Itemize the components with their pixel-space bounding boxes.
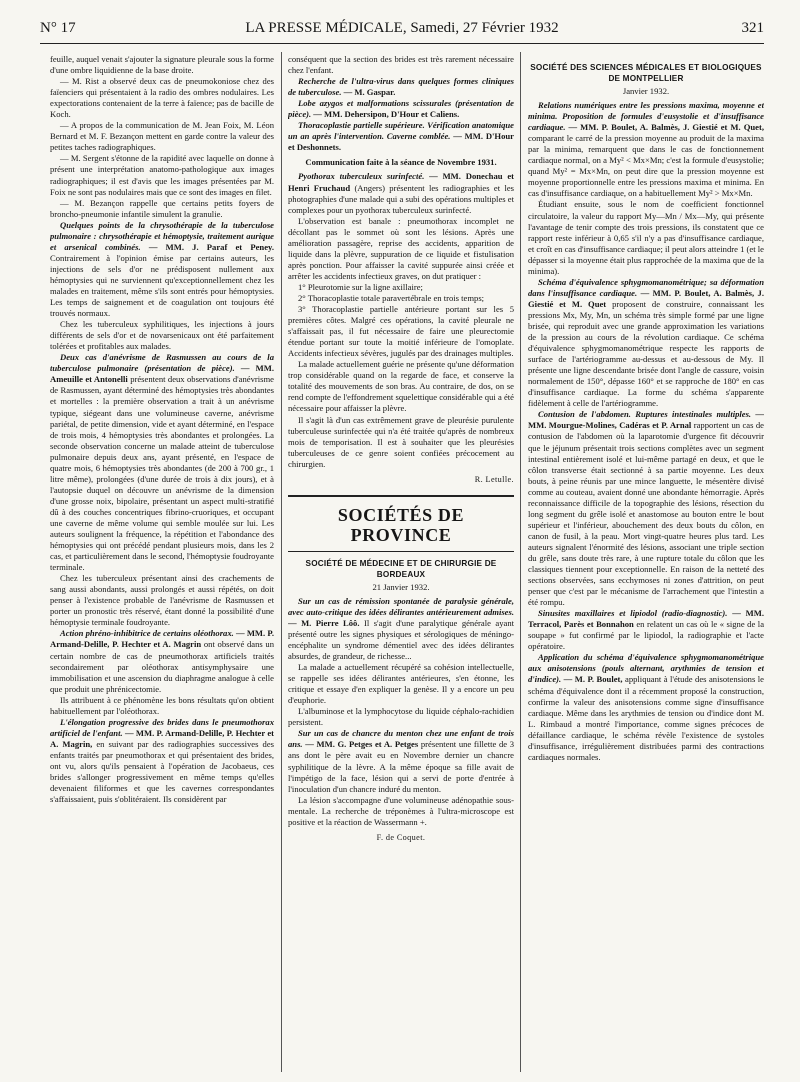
article-title: Action phréno-inhibitrice de certains oléothorax. xyxy=(60,628,234,639)
article-text: (Angers) présentent les radiographies et les photographies d'une malade qui a subi des opérations multiples et complexes pour un pyothorax tuberculeux surinfecté. xyxy=(288,182,514,215)
paragraph: Étudiant ensuite, sous le nom de coefficient fonctionnel circulatoire, la valeur du rapport My—Mn / Mx—My, qui présente l'avantage de tenir compte des trois pressions, ils constatent que ce rapport reste inférieur à 0,65 s'il n'y a pas d'insuffisance cardiaque, et croît en cas d'insuffisance cardiaque; il peut alors atteindre 1 (et le dépasser si la moyenne était plus rapprochée de la maxima que de la minima). xyxy=(528,199,764,276)
section-banner: SOCIÉTÉS DE PROVINCE xyxy=(288,495,514,552)
article-text: rapportent un cas de contusion de l'abdomen où la laparotomie d'urgence fit découvrir que le jéjunum présentait trois sections complètes avec un segment intestinal entièrement isolé et lui-même partagé en deux, et que le côlon transverse était sectionné à sa partie moyenne. Les deux bouts, à peine réunis par une mince languette, le mésentère divisé comme au couteau, avaient donné une abondante hémorragie. Après reconnaissance difficile de la topographie des lésions, résection du long segment du grêle isolé et anastomose au bouton entre le bout supérieur et l'inférieur, abouchement des deux bouts du côlon, en canon de fusil, à la peau. Mort vingt-quatre heures plus tard. Les auteurs signalent l'énormité des lésions, associant une triple section du grêle, sans doute très rare, à une rupture totale du côlon que les classiques tiennent pour exceptionnelle. En raison de la netteté des sections observées, sans ecchymoses ni zones d'attrition, on peut penser que c'est par le mécanisme de l'arrachement que l'intestin a été rompu. xyxy=(528,420,764,608)
paragraph: La lésion s'accompagne d'une volumineuse adénopathie sous-mentale. La recherche de tréponèmes à l'ultra-microscope est positive et la réaction de Wassermann +. xyxy=(288,794,514,827)
paragraph: Chez les tuberculeux syphilitiques, les injections à jours différents de sels d'or et de novarsenicaux ont été parfaitement tolérées et profitables aux malades. xyxy=(50,319,274,352)
article-title: Application du schéma d'équivalence sphygmomanométrique aux anisotensions (pouls alternant, arythmies de tension et d'indice). xyxy=(528,652,764,685)
paragraph: feuille, auquel venait s'ajouter la signature pleurale sous la forme d'une ombre liquidienne de la base droite. xyxy=(50,54,274,76)
article-authors: — MM. Donechau et Henri Fruchaud xyxy=(288,171,514,193)
article xyxy=(288,728,514,794)
article-text: comparant le carré de la pression moyenne au produit de la maxima par la minima, remarquent que dans le cas de fonctionnement cardiaque normal, on a My² < Mx×Mn; c'est la formule d'eusystolie; quand My² = Mx×Mn, on peut dire que la pression moyenne est moyenne proportionnelle entre les pressions maxima et minima. En cas d'insuffisance cardiaque, on a habituellement My² > Mx×Mn. xyxy=(528,133,764,199)
society-heading: SOCIÉTÉ DES SCIENCES MÉDICALES ET BIOLOGIQUES DE MONTPELLIER xyxy=(530,63,762,83)
paragraph: Ils attribuent à ce phénomène les bons résultats qu'on obtient habituellement par l'oléothorax. xyxy=(50,694,274,716)
list-item: 2° Thoracoplastie totale paravertébrale en trois temps; xyxy=(298,292,485,303)
page-header xyxy=(40,20,764,40)
article-title: Contusion de l'abdomen. Ruptures intestinales multiples. xyxy=(538,409,752,420)
article xyxy=(288,76,514,98)
column-divider xyxy=(281,52,282,1072)
article-title: Sinusites maxillaires et lipiodol (radio-diagnostic). xyxy=(538,608,728,619)
session-date: Janvier 1932. xyxy=(622,86,670,96)
article xyxy=(288,171,514,215)
article-authors: — MM. P. Boulet, A. Balmès, J. Giestié et M. Quet xyxy=(528,287,764,309)
page-number: 321 xyxy=(741,20,764,36)
article-title: Sur un cas de chancre du menton chez une enfant de trois ans. xyxy=(288,728,514,750)
signature: F. de Coquet. xyxy=(376,832,426,842)
article-authors: — M. Pierre Lôô. xyxy=(288,617,360,628)
article-title: Relations numériques entre les pressions maxima, moyenne et minima. Proposition de formules d'eusystolie et d'insuffisance cardiaque. xyxy=(528,100,764,133)
article-title: Thoracoplastie partielle supérieure. Vérification anatomique un an après l'intervention. Caverne comblée. xyxy=(288,120,514,142)
journal-title: LA PRESSE MÉDICALE, Samedi, 27 Février 1932 xyxy=(245,20,559,36)
article-text: Contrairement à l'opinion émise par certains auteurs, les injections de sels d'or ne prédisposent nullement aux hémoptysies qui ne surviennent qu'exceptionnellement chez les malades en traitement, même s'ils sont entrés pour hémoptysies. Les temps de saignement et de coagulation ont toujours été trouvés normaux. xyxy=(50,252,274,319)
paragraph: — M. Bezançon rappelle que certains petits foyers de broncho-pneumonie infantile simulent la granulie. xyxy=(50,197,274,219)
article xyxy=(50,352,274,573)
article-authors: — MM. P. Boulet, A. Balmès, J. Giestié et M. Quet, xyxy=(568,122,764,133)
paragraph: La malade a actuellement récupéré sa cohésion intellectuelle, se rappelle ses idées délirantes antérieures, s'en étonne, les critique et essaye d'en expliquer la genèse. Il y a encore un peu d'euphorie. xyxy=(288,662,514,706)
article-title: Lobe azygos et malformations scissurales (présentation de pièce). xyxy=(288,98,514,120)
article-title: L'élongation progressive des brides dans le pneumothorax artificiel de l'enfant. xyxy=(50,716,274,738)
article-text: Il s'agit d'une paralytique générale ayant présenté outre les signes physiques et sérologiques de méningo-encéphalite un syndrome démentiel avec des idées délirantes absurdes, de grandeur, de richesse... xyxy=(288,617,514,662)
article-authors: — M. Gaspar. xyxy=(343,87,396,98)
article-authors: — MM. P. Armand-Delille, P. Hechter et A. Magrin xyxy=(50,628,274,650)
article-authors: — MM. P. Armand-Delille, P. Hechter et A. Magrin, xyxy=(50,727,274,749)
article-authors: — MM. J. Paraf et Peney. xyxy=(148,241,274,252)
column-1 xyxy=(50,54,274,1072)
article xyxy=(288,98,514,120)
article-title: Quelques points de la chrysothérapie de la tuberculose pulmonaire : chrysothérapie et hémoptysie, traitement aurique et arsenical combinés. xyxy=(50,219,274,252)
article xyxy=(528,652,764,762)
paragraph: Il s'agit là d'un cas extrêmement grave de pleurésie purulente tuberculeuse surinfectée qui n'a été traitée qu'après de nombreux mois de temporisation. Il est à souhaiter que les pleurésies tuberculeuses de ce genre soient confiées précocement au chirurgien. xyxy=(288,414,514,469)
column-3 xyxy=(528,54,764,1072)
article-title: Deux cas d'anévrisme de Rasmussen au cours de la tuberculose pulmonaire (présentation de pièce). xyxy=(50,352,274,374)
list-item: 1° Pleurotomie sur la ligne axillaire; xyxy=(298,281,423,292)
article xyxy=(50,628,274,694)
article-text: en relatent un cas où le « signe de la soupape » fut confirmé par le lipiodol, la radiographie et l'acte opératoire. xyxy=(528,619,764,652)
paragraph: La malade actuellement guérie ne présente qu'une déformation trop considérable quand on la regarde de face, et conserve la totalité des mouvements de son bras. Au contraire, de dos, on se rend compte de l'effondrement squelettique considérable qui a été nécessaire pour affaisser la plèvre. xyxy=(288,359,514,414)
article xyxy=(528,409,764,608)
paragraph: — A propos de la communication de M. Jean Foix, M. Léon Bernard et M. F. Bezançon mettent en garde contre la valeur des petites taches radiographiques. xyxy=(50,120,274,153)
session-date: 21 Janvier 1932. xyxy=(372,581,430,592)
article-authors: — MM. Mourgue-Molines, Cadéras et P. Arnal xyxy=(528,409,764,431)
article xyxy=(288,120,514,153)
column-2 xyxy=(288,54,514,1072)
column-divider xyxy=(520,52,521,1072)
article-text: ont observé dans un certain nombre de cas de pneumothorax artificiels traités secondairement par oléothorax antisymphysaire une immobilisation et une ascension du diaphragme analogue à celle que produit une phrénicectomie. xyxy=(50,639,274,694)
article-title: Schéma d'équivalence sphygmomanométrique; sa déformation dans l'insuffisance cardiaque. xyxy=(528,276,764,298)
paragraph: conséquent que la section des brides est très rarement nécessaire chez l'enfant. xyxy=(288,54,514,76)
article-title: Pyothorax tuberculeux surinfecté. xyxy=(298,171,425,182)
paragraph: — M. Sergent s'étonne de la rapidité avec laquelle on donne à présent une interprétation anatomo-pathologique aux images radiographiques; il est d'avis que les images présentées par M. Foix ne sont pas nodulaires mais que ce sont des images en filet. xyxy=(50,153,274,197)
society-heading: SOCIÉTÉ DE MÉDECINE ET DE CHIRURGIE DE BORDEAUX xyxy=(305,558,497,579)
paragraph: Chez les tuberculeux présentant ainsi des crachements de sang aussi abondants, aussi prolongés et aussi répétés, on doit penser à l'existence probable de l'anévrisme de Rasmussen et porter un pronostic très réservé, étant donné la possibilité d'une hémoptysie terminale foudroyante. xyxy=(50,573,274,628)
article-authors: — M. P. Boulet, xyxy=(563,674,623,685)
article-title: Sur un cas de rémission spontanée de paralysie générale, avec auto-critique des idées délirantes antérieurement admises. xyxy=(288,595,514,617)
article xyxy=(50,220,274,319)
article-authors: — MM. Dehersipon, D'Hour et Caliens. xyxy=(313,109,460,120)
paragraph: — M. Rist a observé deux cas de pneumokoniose chez des faïenciers qui présentaient à la radio des ombres nodulaires. Les expectorations contenaient de la terre à faïence; pas de bacille de Koch. xyxy=(50,76,274,120)
article xyxy=(50,717,274,805)
article-authors: — MM. Ameuille et Antonelli xyxy=(50,363,274,385)
article-authors: — MM. D'Hour et Deshonnets. xyxy=(288,131,514,153)
article-text: présentent une fillette de 3 ans dont le père avait eu en Novembre dernier un chancre syphilitique de la lèvre. A la même époque sa fille avait de l'impétigo de la face, lésion qui a servi de porte d'entrée à l'inoculation d'un chancre induré du menton. xyxy=(288,739,514,794)
article-authors: — MM. G. Petges et A. Petges xyxy=(305,739,419,750)
article xyxy=(528,608,764,652)
article-text: en suivant par des radiographies successives des enfants traités par pneumothorax et qui présentaient des brides, ont vu, alors qu'ils pensaient à l'opération de Jacobaeus, ces brides s'allonger progressivement en même temps qu'elles devenaient filiformes et que les cavernes correspondantes s'affaissaient, puis s'oblitéraient. Ils considèrent par xyxy=(50,738,274,805)
article-title: Recherche de l'ultra-virus dans quelques formes cliniques de tuberculose. xyxy=(288,76,514,98)
session-note: Communication faite à la séance de Novembre 1931. xyxy=(305,157,497,168)
article-text: présentent deux observations d'anévrisme de Rasmussen, ayant déterminé des hémoptysies très abondantes et mortelles : la première observation a trait à un anévrisme typique, siégeant dans une volumineuse caverne, anévrisme pariétal, de petite dimension, vide et ayant déterminé, en l'espace de trois mois, 4 hémoptysies très abondantes et prolongées. La seconde observation concerne un malade atteint de tuberculose pulmonaire depuis deux ans, ayant présenté, en l'espace de quatre mois, 6 hémoptysies très abondantes (de 200 à 700 gr., 1 litre même), prolongées (d'une durée de trois à dix jours), et à l'autopsie duquel on découvre un anévrisme de la dimension d'une grosse noix, bipolaire, présentant un aspect multi-stratifié dû à des couches concentriques fibrino-cruoriques, et occupant une caverne de même volume qui semble moulée sur lui. Les auteurs soulignent la fréquence, la répétition et l'abondance des hémoptysies qui ont précédé pendant plusieurs mois, dans les 2 cas, et particulièrement dans le second, l'hémoptysie foudroyante terminale. xyxy=(50,374,274,573)
article xyxy=(528,100,764,199)
article xyxy=(528,277,764,410)
issue-number: N° 17 xyxy=(40,20,76,36)
article-text: proposent de construire, connaissant les pressions Mx, My, Mn, un schéma très simple formé par une ligne brisée, qui reproduit avec une grande approximation les variations de la pression au cours de la révolution cardiaque. Ce schéma d'équivalence sphygmomanométrique respecte les rapports de surface de l'artériogramme au-dessus et au-dessous de My. Il présente une ligne descendante brisée dont l'angle de cassure, voisin normalement de 150°, dépasse 160° et se rapproche de 180° en cas d'insuffisance cardiaque. La forme du schéma s'apparente fidèlement à celle de l'artériogramme. xyxy=(528,298,764,409)
paragraph: L'albuminose et la lymphocytose du liquide céphalo-rachidien persistent. xyxy=(288,706,514,728)
article-authors: — MM. Terracol, Parès et Bonnahon xyxy=(528,608,764,630)
list-item: 3° Thoracoplastie partielle antérieure portant sur les 5 premières côtes. Malgré ces opérations, la cavité pleurale ne s'affaissait pas, il fut nécessaire de faire une pleurectomie étendue portant sur toute la moitié inférieure de l'omoplate. Accidents infectieux sévères, jugulés par des drainages multiples. xyxy=(288,304,514,359)
header-rule xyxy=(40,43,764,44)
signature: R. Letulle. xyxy=(474,474,514,484)
paragraph: L'observation est banale : pneumothorax incomplet ne décollant pas le sommet où sont les lésions. Après une amélioration passagère, reprise des accidents, apparition de liquide dans la plèvre, suppuration de ce liquide et fistulisation après ponction. Pour affaisser la cavité suppurée ainsi créée et arrêter les accidents infectieux graves, on dut pratiquer : xyxy=(288,215,514,281)
article xyxy=(288,596,514,662)
article-text: appliquant à l'étude des anisotensions le schéma d'équivalence dont il a récemment proposé la construction, confirme la valeur des anisotensions comme signe d'insuffisance cardiaque. Même dans les arythmies de tension ou d'indice dont M. L. Rimbaud a montré l'importance, comme signes précoces de défaillance cardiaque, le schéma révèle l'existence de systoles d'insuffisance, irrégulièrement distribuées parmi des contractions cardiaques normales. xyxy=(528,674,764,762)
